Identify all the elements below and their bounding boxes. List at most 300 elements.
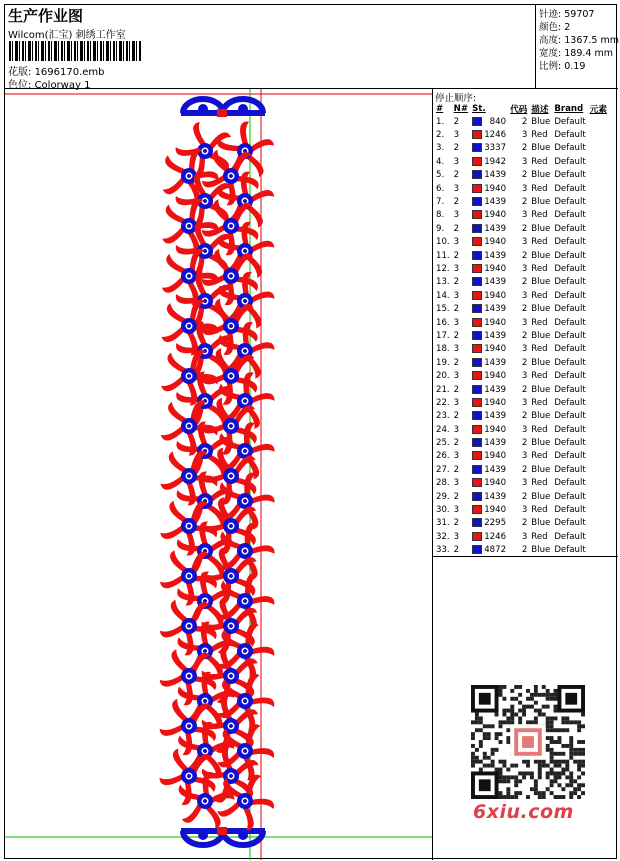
table-cell: 2 [521,518,528,529]
table-cell: 3 [521,478,528,489]
table-cell: Red [531,317,548,328]
table-cell: Blue [531,545,551,556]
table-row [434,436,609,449]
stitch-count: 1940 [470,369,508,382]
table-cell: Default [554,451,586,462]
stitch-count: 1940 [470,262,508,275]
stat-colors: 颜色: 2 [539,22,571,33]
column-header: 代码 [510,104,528,115]
design-stats [536,5,618,89]
table-cell: 11. [436,250,450,261]
table-cell: 3 [453,183,460,194]
table-cell: Default [554,438,586,449]
table-cell: 2 [521,277,528,288]
table-cell: 2 [521,330,528,341]
table-cell [588,503,609,516]
stitch-count: 1940 [470,450,508,463]
table-cell: Blue [531,197,551,208]
color-swatch [472,304,482,313]
stitch-count: 1439 [470,383,508,396]
color-swatch [472,291,482,300]
table-cell: Default [554,170,586,181]
table-cell: Red [531,290,548,301]
table-cell: Default [554,304,586,315]
table-cell: Default [554,491,586,502]
table-row [434,383,609,396]
design-border [181,827,265,845]
table-cell [588,383,609,396]
table-cell: Blue [531,143,551,154]
table-cell: Default [554,545,586,556]
table-cell: 2 [453,277,460,288]
stitch-count: 1246 [470,530,508,543]
barcode [9,41,141,61]
table-row [434,236,609,249]
stitch-count: 1439 [470,356,508,369]
table-cell: 2 [521,411,528,422]
table-cell: 2 [453,143,460,154]
table-cell [588,262,609,275]
table-cell: 3 [521,130,528,141]
table-cell: 3 [453,130,460,141]
color-swatch [472,398,482,407]
stitch-count: 1246 [470,128,508,141]
table-cell: Default [554,130,586,141]
table-cell [588,289,609,302]
table-cell: Red [531,451,548,462]
table-cell: Red [531,210,548,221]
color-swatch [472,264,482,273]
table-cell: Red [531,531,548,542]
color-swatch [472,197,482,206]
column-header: Brand [554,103,584,114]
page-title: 生产作业图 [8,7,84,25]
table-cell: 3 [521,237,528,248]
table-row [434,423,609,436]
table-row [434,289,609,302]
table-cell: Default [554,250,586,261]
table-cell: 12. [436,263,450,274]
table-cell [588,128,609,141]
stitch-count: 4872 [470,544,508,557]
color-swatch [472,518,482,527]
stitch-count: 1940 [470,396,508,409]
table-cell: Red [531,478,548,489]
table-cell: Red [531,263,548,274]
table-row [434,249,609,262]
table-cell: 2 [521,491,528,502]
stitch-count: 1439 [470,436,508,449]
table-cell: Default [554,330,586,341]
table-cell: 29. [436,491,450,502]
table-cell: 3 [453,424,460,435]
table-cell: 2 [521,545,528,556]
table-cell [588,302,609,315]
table-cell: 5. [436,170,445,181]
table-row [434,209,609,222]
table-row [434,316,609,329]
table-row [434,128,609,141]
table-cell [588,316,609,329]
pinwheel-motif [211,364,281,432]
table-cell: Blue [531,438,551,449]
stitch-count: 840 [470,115,508,128]
table-cell: 14. [436,290,450,301]
color-swatch [472,465,482,474]
table-cell: 2 [521,116,528,127]
table-cell [588,410,609,423]
column-header: N# [453,103,469,114]
table-cell: 3 [453,371,460,382]
table-cell: 2 [453,411,460,422]
table-cell: 2 [521,464,528,475]
table-cell: Red [531,237,548,248]
table-cell: 2 [521,357,528,368]
color-swatch [472,237,482,246]
stitch-count: 1940 [470,503,508,516]
table-cell: Red [531,130,548,141]
colorway-value: Colorway 1 [34,80,91,91]
color-swatch [472,371,482,380]
table-cell: 32. [436,531,450,542]
table-cell: Red [531,505,548,516]
table-cell: Default [554,237,586,248]
table-cell: 10. [436,237,450,248]
table-cell [588,423,609,436]
table-cell: 2 [453,170,460,181]
design-preview [5,89,433,860]
table-cell: Default [554,371,586,382]
table-cell [588,329,609,342]
table-cell: 4. [436,156,445,167]
table-cell: Blue [531,330,551,341]
table-row [434,142,609,155]
table-cell [588,249,609,262]
table-cell: Default [554,197,586,208]
stat-stitches: 针迹: 59707 [539,9,595,20]
table-cell: 27. [436,464,450,475]
table-row [434,182,609,195]
table-cell: 3 [453,156,460,167]
table-cell: 3. [436,143,445,154]
stitch-count: 1439 [470,463,508,476]
table-row [434,503,609,516]
table-cell: 3 [521,371,528,382]
table-cell: 2 [521,170,528,181]
table-cell: Default [554,357,586,368]
table-row [434,302,609,315]
table-cell: Blue [531,277,551,288]
stitch-count: 1439 [470,169,508,182]
table-cell [588,436,609,449]
table-cell: 3 [521,210,528,221]
color-swatch [472,492,482,501]
table-cell: Default [554,317,586,328]
stat-width: 宽度: 189.4 mm [539,48,613,59]
table-cell: 3 [521,424,528,435]
table-cell: Blue [531,411,551,422]
table-cell: 3 [453,397,460,408]
watermark-logo: 6xiu.com [473,801,574,823]
table-cell: Red [531,397,548,408]
table-cell: 2 [521,250,528,261]
table-cell: Default [554,156,586,167]
table-cell: 2 [453,330,460,341]
table-cell [588,396,609,409]
table-cell: 25. [436,438,450,449]
table-row [434,169,609,182]
color-swatch [472,385,482,394]
color-swatch [472,251,482,260]
stitch-count: 1439 [470,410,508,423]
table-cell: 2 [453,116,460,127]
table-cell [588,195,609,208]
table-cell: Blue [531,116,551,127]
color-swatch [472,505,482,514]
table-row [434,450,609,463]
table-cell: 9. [436,223,445,234]
stat-scale: 比例: 0.19 [539,61,586,72]
table-cell [588,356,609,369]
table-cell: 18. [436,344,450,355]
table-cell [588,115,609,128]
table-cell: 2 [521,304,528,315]
color-swatch [472,143,482,152]
table-cell: 3 [521,263,528,274]
table-cell: 3 [453,263,460,274]
stitch-count: 1439 [470,302,508,315]
qr-code-icon [471,685,585,799]
stitch-count: 1439 [470,222,508,235]
table-row [434,544,609,557]
table-cell: 23. [436,411,450,422]
table-cell: 3 [521,290,528,301]
table-cell [588,182,609,195]
table-cell: Default [554,116,586,127]
table-row [434,115,609,128]
table-row [434,276,609,289]
color-swatch [472,130,482,139]
table-cell [588,530,609,543]
table-cell: Default [554,424,586,435]
stitch-count: 1940 [470,423,508,436]
table-cell: 2 [521,143,528,154]
table-cell [588,222,609,235]
table-cell [588,142,609,155]
colorway-label: 色位: [8,80,32,91]
color-swatch [472,184,482,193]
table-cell: 20. [436,371,450,382]
table-cell: Default [554,344,586,355]
stat-height: 高度: 1367.5 mm [539,35,620,46]
color-swatch [472,224,482,233]
table-cell: Blue [531,223,551,234]
table-cell: 2 [453,438,460,449]
table-cell: 2 [521,438,528,449]
stitch-count: 1439 [470,329,508,342]
color-swatch [472,358,482,367]
table-cell: Default [554,464,586,475]
color-swatch [472,411,482,420]
color-swatch [472,478,482,487]
stitch-count: 1940 [470,236,508,249]
color-swatch [472,344,482,353]
table-cell: 19. [436,357,450,368]
stitch-count: 1940 [470,209,508,222]
table-cell: Default [554,478,586,489]
table-cell: Blue [531,491,551,502]
table-cell: Default [554,397,586,408]
table-cell: Blue [531,518,551,529]
table-cell: Default [554,143,586,154]
table-cell: 33. [436,545,450,556]
table-cell: 2 [453,223,460,234]
table-row [434,195,609,208]
table-cell [588,450,609,463]
table-cell: 3 [521,505,528,516]
stitch-count: 1940 [470,316,508,329]
table-cell: 2 [453,491,460,502]
table-row [434,369,609,382]
table-cell: 3 [521,156,528,167]
table-cell: 3 [453,478,460,489]
table-cell: Blue [531,170,551,181]
color-swatch [472,277,482,286]
table-row [434,490,609,503]
color-swatch [472,438,482,447]
stitch-count: 1940 [470,289,508,302]
table-row [434,356,609,369]
divider [433,556,618,557]
table-cell: Default [554,505,586,516]
table-cell: 3 [453,451,460,462]
table-row [434,155,609,168]
table-cell: 3 [453,290,460,301]
pinwheel-motif [210,719,281,788]
table-cell: 8. [436,210,445,221]
embroidery-design-svg [5,89,433,860]
table-cell: 3 [453,344,460,355]
table-cell: 2 [453,250,460,261]
table-row [434,530,609,543]
table-cell: 2 [521,384,528,395]
table-cell: Default [554,411,586,422]
table-cell: Default [554,223,586,234]
column-header: St. [472,103,486,114]
table-cell: 21. [436,384,450,395]
stop-sequence-panel [433,89,618,860]
table-cell: 2 [453,545,460,556]
table-row [434,343,609,356]
table-cell: 2 [453,384,460,395]
table-cell: Blue [531,357,551,368]
table-cell: 2 [453,464,460,475]
table-cell: 28. [436,478,450,489]
table-cell: Default [554,263,586,274]
table-cell [588,236,609,249]
table-cell [588,463,609,476]
table-cell [588,517,609,530]
color-swatch [472,157,482,166]
stitch-count: 1940 [470,343,508,356]
table-cell: Red [531,344,548,355]
table-cell: 22. [436,397,450,408]
table-cell: 3 [521,531,528,542]
stitch-count: 1942 [470,155,508,168]
color-swatch [472,117,482,126]
table-cell: 2 [453,197,460,208]
table-cell: Default [554,290,586,301]
color-swatch [472,318,482,327]
table-cell: Red [531,156,548,167]
stitch-count: 1940 [470,477,508,490]
stop-sequence-table [434,102,609,557]
table-row [434,262,609,275]
table-cell: 2. [436,130,445,141]
table-cell: 26. [436,451,450,462]
table-row [434,410,609,423]
table-row [434,517,609,530]
table-cell: 3 [521,344,528,355]
table-cell: 31. [436,518,450,529]
table-cell: 2 [453,304,460,315]
table-cell [588,343,609,356]
color-swatch [472,425,482,434]
table-cell [588,169,609,182]
table-cell [588,209,609,222]
table-cell: Red [531,183,548,194]
table-cell: Default [554,384,586,395]
stitch-count: 1439 [470,490,508,503]
table-cell: 3 [521,317,528,328]
table-cell: 16. [436,317,450,328]
table-cell: 6. [436,183,445,194]
table-cell: 3 [453,531,460,542]
table-cell: 13. [436,277,450,288]
table-cell: 30. [436,505,450,516]
color-swatch [472,170,482,179]
table-row [434,329,609,342]
pattern-label: 花版: [8,67,32,78]
color-swatch [472,331,482,340]
stop-sequence-title: 停止顺序: [435,93,477,104]
table-cell: Blue [531,250,551,261]
column-header: # [436,103,444,114]
table-cell: 17. [436,330,450,341]
table-cell: 2 [453,518,460,529]
table-cell [588,369,609,382]
table-cell: 3 [453,237,460,248]
table-row [434,396,609,409]
table-cell: Default [554,518,586,529]
table-row [434,222,609,235]
stitch-count: 1439 [470,276,508,289]
stitch-count: 2295 [470,517,508,530]
stitch-count: 1439 [470,249,508,262]
table-cell [588,490,609,503]
table-row [434,463,609,476]
table-cell: Red [531,371,548,382]
table-cell: Default [554,183,586,194]
table-cell: 15. [436,304,450,315]
table-cell: 2 [521,197,528,208]
table-cell: Red [531,424,548,435]
table-cell: 1. [436,116,445,127]
table-cell: 24. [436,424,450,435]
color-swatch [472,532,482,541]
column-header: 元素 [589,104,607,115]
table-cell: 3 [453,317,460,328]
